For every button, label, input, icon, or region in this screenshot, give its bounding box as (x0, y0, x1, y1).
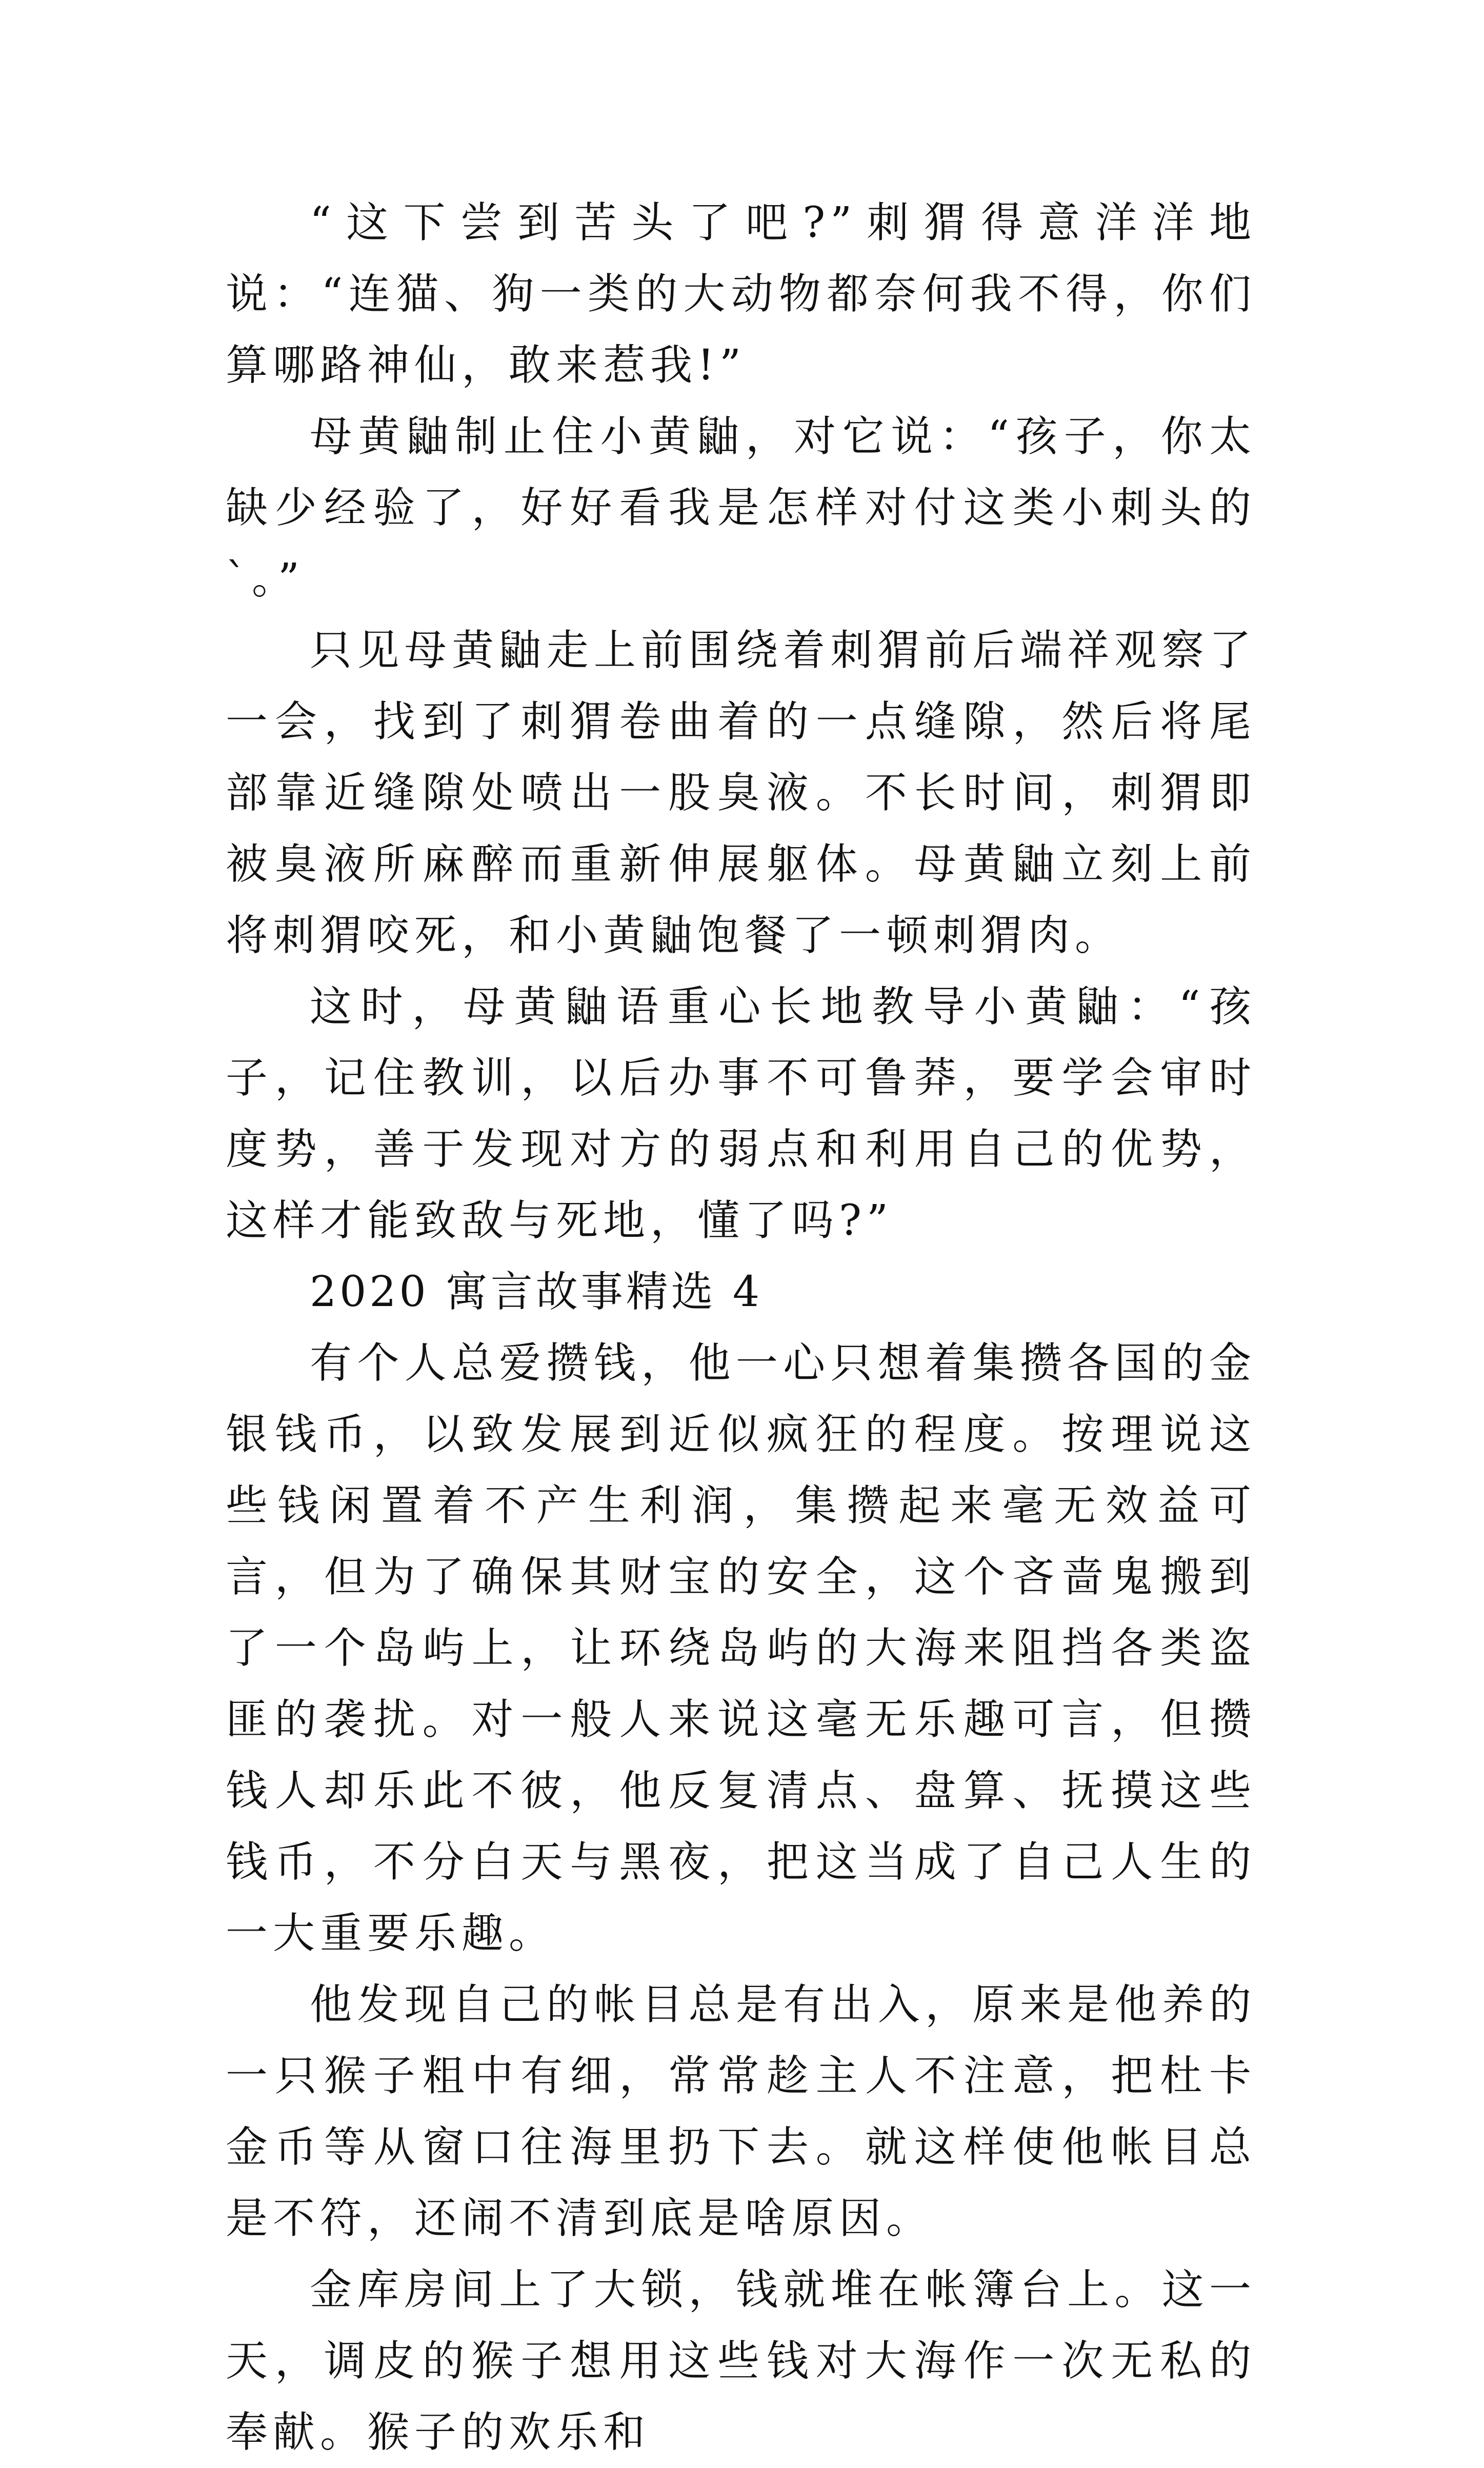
paragraph: 只见母黄鼬走上前围绕着刺猬前后端祥观察了一会，找到了刺猬卷曲着的一点缝隙，然后将尾部靠近缝隙处喷出一股臭液。不长时间，刺猬即被臭液所麻醉而重新伸展躯体。母黄鼬立刻上前将刺猬咬死，和小黄鼬饱餐了一顿刺猬肉。 (226, 626, 1256, 960)
paragraph: 这时，母黄鼬语重心长地教导小黄鼬：“孩子，记住教训，以后办事不可鲁莽，要学会审时度势，善于发现对方的弱点和利用自己的优势，这样才能致敌与死地，懂了吗?” (226, 982, 1256, 1245)
paragraph: “这下尝到苦头了吧?”刺猬得意洋洋地说：“连猫、狗一类的大动物都奈何我不得，你们算哪路神仙，敢来惹我!” (226, 198, 1256, 390)
paragraph: 他发现自己的帐目总是有出入，原来是他养的一只猴子粗中有细，常常趁主人不注意，把杜卡金币等从窗口往海里扔下去。就这样使他帐目总是不符，还闹不清到底是啥原因。 (226, 1980, 1256, 2243)
section-heading: 2020 寓言故事精选 4 (310, 1268, 763, 1316)
paragraph: 金库房间上了大锁，钱就堆在帐簿台上。这一天，调皮的猴子想用这些钱对大海作一次无私的奉献。猴子的欢乐和 (226, 2265, 1256, 2457)
paragraph: 有个人总爱攒钱，他一心只想着集攒各国的金银钱币，以致发展到近似疯狂的程度。按理说这些钱闲置着不产生利润，集攒起来毫无效益可言，但为了确保其财宝的安全，这个吝啬鬼搬到了一个岛屿上，让环绕岛屿的大海来阻挡各类盗匪的袭扰。对一般人来说这毫无乐趣可言，但攒钱人却乐此不彼，他反复清点、盘算、抚摸这些钱币，不分白天与黑夜，把这当成了自己人生的一大重要乐趣。 (226, 1339, 1256, 1958)
paragraph: 母黄鼬制止住小黄鼬，对它说：“孩子，你太缺少经验了，好好看我是怎样对付这类小刺头的`。” (226, 412, 1256, 604)
document-body (226, 187, 1256, 2468)
